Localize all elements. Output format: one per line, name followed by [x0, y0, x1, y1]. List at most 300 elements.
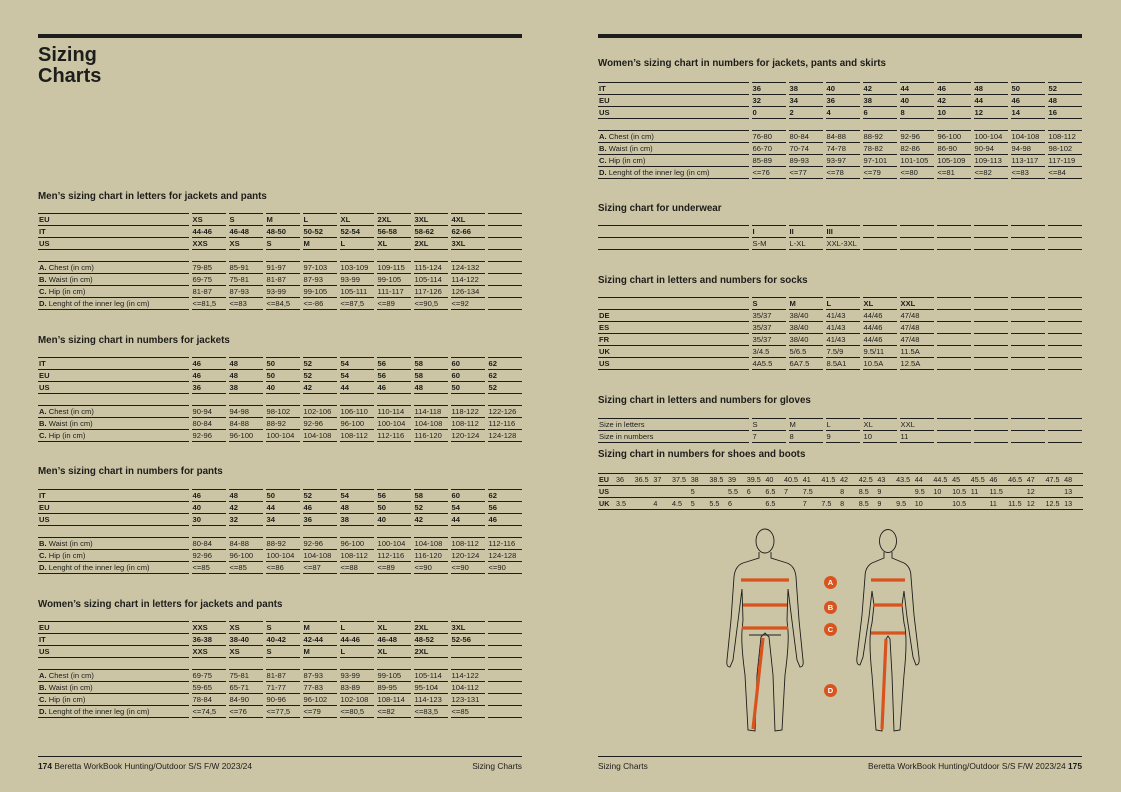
- table-cell: 47/48: [898, 334, 935, 346]
- spacer-cell: [375, 250, 412, 262]
- table-cell: 46: [988, 474, 1007, 486]
- table-cell: 9.5: [895, 498, 914, 510]
- table-cell: [935, 358, 972, 370]
- table-cell: 36-38: [190, 634, 227, 646]
- table-cell: <=90: [449, 562, 486, 574]
- table-cell: 71-77: [264, 682, 301, 694]
- table-cell: 124-128: [486, 550, 522, 562]
- table-cell: 44: [449, 514, 486, 526]
- table-cell: 46: [190, 490, 227, 502]
- table-cell: 62: [486, 370, 522, 382]
- table-cell: 85-89: [750, 155, 787, 167]
- table-cell: S-M: [750, 238, 787, 250]
- table-cell: [486, 682, 522, 694]
- table-cell: [598, 226, 750, 238]
- table-cell: <=80: [898, 167, 935, 179]
- spacer-cell: [301, 250, 338, 262]
- table-row: [38, 538, 522, 550]
- table-cell: 3.5: [615, 498, 634, 510]
- table-cell: 54: [338, 370, 375, 382]
- table-cell: 52: [301, 370, 338, 382]
- table-cell: 40: [264, 382, 301, 394]
- table-cell: XXL: [898, 298, 935, 310]
- spacer-cell: [449, 658, 486, 670]
- table-cell: <=80,5: [338, 706, 375, 718]
- table-cell: [486, 706, 522, 718]
- table-cell: 38: [227, 382, 264, 394]
- table-cell: 48-52: [412, 634, 449, 646]
- table-cell: 52: [301, 358, 338, 370]
- measure-label: B. Waist (in cm): [38, 538, 190, 550]
- table-cell: 14: [1009, 107, 1046, 119]
- measure-label: B. Waist (in cm): [38, 418, 190, 430]
- table-cell: 92-96: [898, 131, 935, 143]
- spacer-cell: [375, 394, 412, 406]
- spacer-cell: [190, 658, 227, 670]
- table-cell: 65-71: [227, 682, 264, 694]
- table-cell: 2XL: [375, 214, 412, 226]
- table-cell: 48-50: [264, 226, 301, 238]
- table-cell: 99-105: [375, 274, 412, 286]
- section-title: Sizing chart in letters and numbers for socks: [598, 275, 808, 286]
- table-cell: 11: [970, 486, 989, 498]
- table-row: [598, 95, 1082, 107]
- table-cell: 124-132: [449, 262, 486, 274]
- table-cell: 35/37: [750, 334, 787, 346]
- table-cell: 81-87: [264, 274, 301, 286]
- table-cell: 11: [988, 498, 1007, 510]
- table-cell: 84-88: [227, 418, 264, 430]
- section-title: Sizing chart in numbers for shoes and boots: [598, 449, 806, 460]
- table-cell: 104-108: [301, 550, 338, 562]
- table-cell: [898, 226, 935, 238]
- men-jackets-table: [38, 357, 522, 442]
- table-cell: 56: [375, 370, 412, 382]
- table-row: [38, 418, 522, 430]
- table-cell: 48: [1063, 474, 1082, 486]
- table-cell: 44: [914, 474, 933, 486]
- table-cell: S: [264, 646, 301, 658]
- measure-label: C. Hip (in cm): [38, 694, 190, 706]
- table-cell: <=79: [861, 167, 898, 179]
- table-cell: 4: [652, 498, 671, 510]
- table-cell: M: [301, 646, 338, 658]
- table-cell: [895, 486, 914, 498]
- table-row: [38, 370, 522, 382]
- table-cell: <=88: [338, 562, 375, 574]
- table-cell: 95-104: [412, 682, 449, 694]
- table-cell: 37: [652, 474, 671, 486]
- table-cell: 114-122: [449, 670, 486, 682]
- table-spacer: [598, 119, 1082, 131]
- table-row: [38, 562, 522, 574]
- table-row: [38, 634, 522, 646]
- table-cell: [972, 334, 1009, 346]
- table-cell: 97-101: [861, 155, 898, 167]
- table-cell: 84-88: [227, 538, 264, 550]
- table-cell: XS: [227, 238, 264, 250]
- measure-label: B. Waist (in cm): [598, 143, 750, 155]
- table-row: [38, 502, 522, 514]
- table-cell: 30: [190, 514, 227, 526]
- table-cell: 77-83: [301, 682, 338, 694]
- table-cell: 110-114: [375, 406, 412, 418]
- table-cell: 52-56: [449, 634, 486, 646]
- table-cell: <=81: [935, 167, 972, 179]
- table-cell: 36: [824, 95, 861, 107]
- measure-label: C. Hip (in cm): [38, 550, 190, 562]
- table-cell: 88-92: [264, 418, 301, 430]
- table-cell: 10: [914, 498, 933, 510]
- table-cell: 116-120: [412, 430, 449, 442]
- table-cell: [972, 310, 1009, 322]
- table-cell: 52-54: [338, 226, 375, 238]
- table-cell: [972, 431, 1009, 443]
- spacer-cell: [264, 526, 301, 538]
- spacer-cell: [1046, 119, 1082, 131]
- spacer-cell: [190, 250, 227, 262]
- table-cell: <=79: [301, 706, 338, 718]
- publication-name: Beretta WorkBook Hunting/Outdoor S/S F/W 2023/24: [54, 761, 252, 771]
- table-cell: [1046, 310, 1082, 322]
- table-cell: 81-87: [190, 286, 227, 298]
- table-cell: 36: [615, 474, 634, 486]
- table-cell: 54: [338, 358, 375, 370]
- male-body-figure: [705, 525, 825, 740]
- table-row: [598, 431, 1082, 443]
- table-cell: 41.5: [820, 474, 839, 486]
- table-cell: <=83: [1009, 167, 1046, 179]
- table-cell: 44/46: [861, 310, 898, 322]
- table-cell: 56: [375, 490, 412, 502]
- spacer-cell: [227, 250, 264, 262]
- men-pants-table: [38, 489, 522, 574]
- table-row: [38, 430, 522, 442]
- table-cell: [820, 486, 839, 498]
- table-cell: <=78: [824, 167, 861, 179]
- table-cell: 50: [1009, 83, 1046, 95]
- women-numbers-table: [598, 82, 1082, 179]
- section-title: Men’s sizing chart in letters for jackets and pants: [38, 191, 267, 202]
- table-cell: 90-94: [972, 143, 1009, 155]
- table-cell: [972, 358, 1009, 370]
- table-cell: 47/48: [898, 310, 935, 322]
- table-row: [38, 262, 522, 274]
- table-cell: UK: [598, 346, 750, 358]
- table-cell: 89-95: [375, 682, 412, 694]
- table-cell: [935, 334, 972, 346]
- table-row: [598, 238, 1082, 250]
- measure-label: A. Chest (in cm): [38, 406, 190, 418]
- table-cell: 2XL: [412, 646, 449, 658]
- table-cell: 42.5: [858, 474, 877, 486]
- table-cell: 80-84: [190, 418, 227, 430]
- table-cell: [1009, 419, 1046, 431]
- table-row: [38, 490, 522, 502]
- table-cell: 114-123: [412, 694, 449, 706]
- spacer-cell: [301, 526, 338, 538]
- table-cell: <=85: [190, 562, 227, 574]
- table-row: [598, 346, 1082, 358]
- table-cell: 104-108: [412, 418, 449, 430]
- spacer-cell: [190, 394, 227, 406]
- table-cell: 56: [375, 358, 412, 370]
- table-cell: 40: [898, 95, 935, 107]
- table-cell: 10.5: [951, 498, 970, 510]
- table-cell: <=86: [264, 562, 301, 574]
- table-cell: 76-80: [750, 131, 787, 143]
- table-cell: 93-99: [338, 274, 375, 286]
- table-cell: [486, 262, 522, 274]
- table-cell: 6: [861, 107, 898, 119]
- table-row: [598, 143, 1082, 155]
- table-cell: 48: [972, 83, 1009, 95]
- measure-label: A. Chest (in cm): [38, 670, 190, 682]
- table-row: [38, 706, 522, 718]
- table-cell: <=76: [750, 167, 787, 179]
- table-cell: 34: [264, 514, 301, 526]
- table-cell: L-XL: [787, 238, 824, 250]
- table-cell: [1046, 322, 1082, 334]
- table-cell: <=81,5: [190, 298, 227, 310]
- table-cell: 48: [227, 358, 264, 370]
- table-cell: 93-97: [824, 155, 861, 167]
- table-cell: EU: [598, 95, 750, 107]
- table-row: [38, 298, 522, 310]
- table-cell: 54: [338, 490, 375, 502]
- table-cell: 100-104: [375, 538, 412, 550]
- table-cell: 60: [449, 358, 486, 370]
- table-cell: S: [264, 622, 301, 634]
- table-cell: 52: [412, 502, 449, 514]
- table-row: [598, 167, 1082, 179]
- table-cell: 86-90: [935, 143, 972, 155]
- table-cell: 10: [932, 486, 951, 498]
- top-rule: [38, 34, 522, 38]
- table-cell: <=84: [1046, 167, 1082, 179]
- table-cell: [935, 346, 972, 358]
- table-cell: 104-108: [1009, 131, 1046, 143]
- table-cell: 92-96: [301, 418, 338, 430]
- page-footer: [598, 756, 1082, 774]
- spacer-cell: [412, 394, 449, 406]
- table-cell: [1009, 334, 1046, 346]
- table-cell: FR: [598, 334, 750, 346]
- section-title: Men’s sizing chart in numbers for pants: [38, 466, 223, 477]
- table-row: [598, 486, 1082, 498]
- table-cell: 99-105: [375, 670, 412, 682]
- table-cell: 108-114: [375, 694, 412, 706]
- table-cell: UK: [598, 498, 615, 510]
- table-cell: 75-81: [227, 670, 264, 682]
- table-cell: 46: [190, 370, 227, 382]
- table-row: [598, 298, 1082, 310]
- table-cell: 44/46: [861, 322, 898, 334]
- table-cell: 39: [727, 474, 746, 486]
- table-cell: 98-102: [1046, 143, 1082, 155]
- table-row: [38, 514, 522, 526]
- table-cell: US: [38, 514, 190, 526]
- table-cell: XL: [375, 238, 412, 250]
- table-row: [38, 694, 522, 706]
- table-cell: 8: [839, 498, 858, 510]
- table-cell: 9: [824, 431, 861, 443]
- table-cell: 84-90: [227, 694, 264, 706]
- section-title: Sizing chart in letters and numbers for gloves: [598, 395, 811, 406]
- table-cell: 34: [787, 95, 824, 107]
- table-cell: 12.5: [1044, 498, 1063, 510]
- table-cell: 79-85: [190, 262, 227, 274]
- table-cell: 113-117: [1009, 155, 1046, 167]
- publication-name: Beretta WorkBook Hunting/Outdoor S/S F/W 2023/24: [868, 761, 1066, 771]
- spacer-cell: [38, 250, 190, 262]
- table-cell: EU: [598, 474, 615, 486]
- table-cell: 87-93: [227, 286, 264, 298]
- table-cell: [486, 214, 522, 226]
- table-cell: EU: [38, 502, 190, 514]
- table-cell: 12: [1026, 498, 1045, 510]
- table-cell: 44-46: [190, 226, 227, 238]
- table-cell: 38: [690, 474, 709, 486]
- table-cell: [486, 694, 522, 706]
- table-cell: 10.5A: [861, 358, 898, 370]
- page-number: 175: [1068, 761, 1082, 771]
- table-cell: 38/40: [787, 322, 824, 334]
- table-cell: [972, 226, 1009, 238]
- table-cell: 8.5: [858, 498, 877, 510]
- table-cell: [598, 298, 750, 310]
- table-cell: 87-93: [301, 274, 338, 286]
- table-cell: XL: [861, 298, 898, 310]
- table-cell: 12: [1026, 486, 1045, 498]
- table-cell: XXS: [190, 622, 227, 634]
- table-cell: [486, 298, 522, 310]
- table-cell: <=87,5: [338, 298, 375, 310]
- table-cell: 54: [449, 502, 486, 514]
- table-cell: 108-112: [449, 538, 486, 550]
- table-cell: 105-111: [338, 286, 375, 298]
- table-cell: [1046, 334, 1082, 346]
- table-cell: 37.5: [671, 474, 690, 486]
- table-cell: [1009, 431, 1046, 443]
- table-cell: 2XL: [412, 622, 449, 634]
- table-cell: <=77: [787, 167, 824, 179]
- table-cell: 5.5: [708, 498, 727, 510]
- table-cell: 98-102: [264, 406, 301, 418]
- table-row: [38, 406, 522, 418]
- table-cell: [1009, 310, 1046, 322]
- table-cell: [1009, 322, 1046, 334]
- table-cell: 43: [876, 474, 895, 486]
- table-cell: 11.5A: [898, 346, 935, 358]
- measure-label-d: D: [824, 684, 837, 697]
- table-cell: 41/43: [824, 322, 861, 334]
- left-page: [0, 0, 560, 792]
- table-cell: 58: [412, 358, 449, 370]
- spacer-cell: [227, 658, 264, 670]
- table-cell: [1046, 419, 1082, 431]
- table-cell: XL: [861, 419, 898, 431]
- table-cell: 42-44: [301, 634, 338, 646]
- spacer-cell: [375, 658, 412, 670]
- table-cell: XXS: [190, 646, 227, 658]
- table-cell: 112-116: [486, 418, 522, 430]
- spacer-cell: [486, 658, 522, 670]
- spacer-cell: [338, 658, 375, 670]
- table-cell: 44: [898, 83, 935, 95]
- table-cell: 96-102: [301, 694, 338, 706]
- table-cell: 96-100: [227, 550, 264, 562]
- table-cell: 36: [190, 382, 227, 394]
- table-cell: 96-100: [935, 131, 972, 143]
- spacer-cell: [935, 119, 972, 131]
- table-cell: [1009, 238, 1046, 250]
- table-cell: 47: [1026, 474, 1045, 486]
- table-cell: 88-92: [264, 538, 301, 550]
- table-cell: 58: [412, 490, 449, 502]
- table-row: [598, 107, 1082, 119]
- table-cell: 81-87: [264, 670, 301, 682]
- table-cell: 4.5: [671, 498, 690, 510]
- table-cell: 46: [301, 502, 338, 514]
- table-cell: [1009, 226, 1046, 238]
- footer-section: Sizing Charts: [598, 761, 648, 771]
- table-cell: L: [338, 646, 375, 658]
- table-cell: DE: [598, 310, 750, 322]
- table-cell: 9: [876, 498, 895, 510]
- spacer-cell: [301, 394, 338, 406]
- table-cell: 92-96: [301, 538, 338, 550]
- table-cell: 122-126: [486, 406, 522, 418]
- table-cell: 48: [412, 382, 449, 394]
- table-cell: 46: [486, 514, 522, 526]
- table-cell: 120-124: [449, 550, 486, 562]
- table-cell: IT: [598, 83, 750, 95]
- table-cell: <=90: [412, 562, 449, 574]
- table-cell: 56: [486, 502, 522, 514]
- section-title: Sizing chart for underwear: [598, 203, 722, 214]
- table-row: [598, 358, 1082, 370]
- table-row: [38, 358, 522, 370]
- spacer-cell: [861, 119, 898, 131]
- table-cell: Size in numbers: [598, 431, 750, 443]
- table-cell: US: [38, 238, 190, 250]
- table-cell: [972, 419, 1009, 431]
- table-cell: 38-40: [227, 634, 264, 646]
- table-cell: <=82: [375, 706, 412, 718]
- table-cell: [1007, 486, 1026, 498]
- spacer-cell: [38, 658, 190, 670]
- spacer-cell: [412, 526, 449, 538]
- spacer-cell: [449, 526, 486, 538]
- table-cell: 92-96: [190, 430, 227, 442]
- table-cell: 46: [935, 83, 972, 95]
- table-cell: <=90: [486, 562, 522, 574]
- table-cell: 9: [876, 486, 895, 498]
- table-cell: 69-75: [190, 274, 227, 286]
- table-cell: 82-86: [898, 143, 935, 155]
- table-cell: XXS: [190, 238, 227, 250]
- table-cell: 44.5: [932, 474, 951, 486]
- table-cell: 5.5: [727, 486, 746, 498]
- table-cell: 48: [227, 370, 264, 382]
- table-cell: 87-93: [301, 670, 338, 682]
- table-cell: 124-128: [486, 430, 522, 442]
- table-cell: 5/6.5: [787, 346, 824, 358]
- table-cell: 62: [486, 358, 522, 370]
- table-row: [598, 334, 1082, 346]
- table-cell: 62-66: [449, 226, 486, 238]
